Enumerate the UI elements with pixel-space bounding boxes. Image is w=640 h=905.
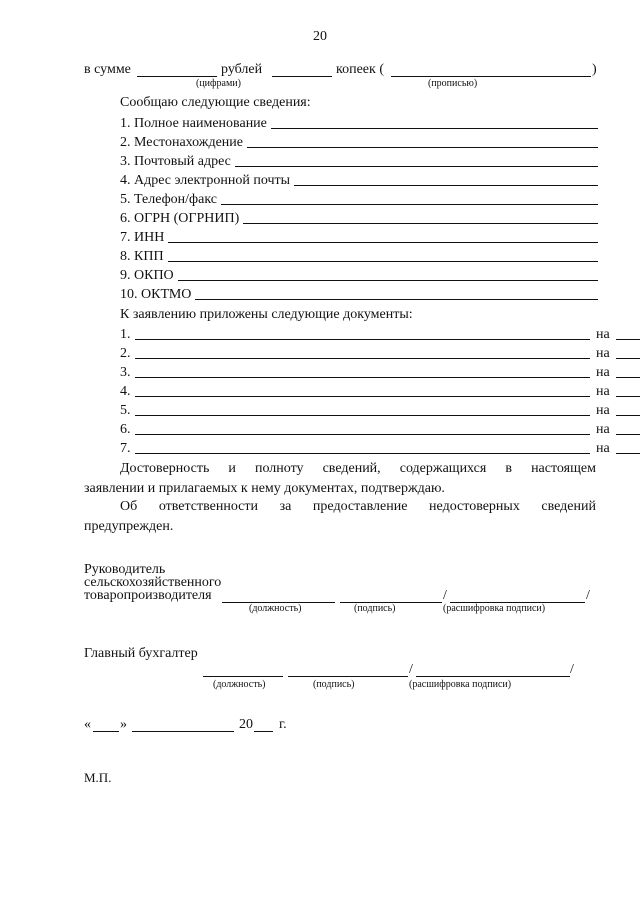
doc-title-field[interactable] bbox=[135, 377, 590, 378]
doc-title-field[interactable] bbox=[135, 415, 590, 416]
doc-number: 4. bbox=[120, 384, 131, 399]
info-field-line[interactable] bbox=[221, 204, 598, 205]
doc-title-field[interactable] bbox=[135, 396, 590, 397]
confirmation-line-1 bbox=[84, 459, 596, 479]
accountant-slash-right: / bbox=[570, 662, 574, 677]
responsibility-word: за bbox=[279, 499, 292, 514]
manager-position-hint: (должность) bbox=[249, 603, 302, 614]
doc-na-label: на bbox=[596, 346, 610, 361]
accountant-position-hint: (должность) bbox=[213, 679, 266, 690]
responsibility-word: недостоверных bbox=[429, 499, 520, 514]
info-field-label: 10. ОКТМО bbox=[120, 287, 192, 302]
doc-row bbox=[120, 402, 610, 418]
confirmation-word: сведений, bbox=[322, 461, 381, 476]
confirmation-line-2: заявлении и прилагаемых к нему документах, подтверждаю. bbox=[84, 481, 445, 496]
confirmation-word: полноту bbox=[254, 461, 304, 476]
info-field-label: 2. Местонахождение bbox=[120, 135, 244, 150]
sum-digits-field[interactable] bbox=[137, 76, 217, 77]
info-field-label: 4. Адрес электронной почты bbox=[120, 173, 291, 188]
accountant-title: Главный бухгалтер bbox=[84, 646, 198, 661]
info-field-full-name[interactable] bbox=[120, 115, 598, 131]
manager-title-line-1: Руководитель bbox=[84, 562, 166, 577]
manager-slash-right: / bbox=[586, 588, 590, 603]
doc-number: 1. bbox=[120, 327, 131, 342]
sum-words-hint: (прописью) bbox=[428, 78, 478, 89]
info-field-okpo[interactable] bbox=[120, 267, 598, 283]
date-open-quote: « bbox=[84, 717, 91, 732]
doc-pages-field[interactable] bbox=[616, 339, 640, 340]
info-field-label: 8. КПП bbox=[120, 249, 164, 264]
page-number: 20 bbox=[313, 29, 327, 44]
sum-digits-hint: (цифрами) bbox=[196, 78, 241, 89]
date-month-field[interactable] bbox=[132, 731, 234, 732]
accountant-decoding-field[interactable] bbox=[416, 676, 570, 677]
responsibility-word: предоставление bbox=[312, 499, 408, 514]
doc-na-label: на bbox=[596, 327, 610, 342]
doc-number: 5. bbox=[120, 403, 131, 418]
doc-na-label: на bbox=[596, 403, 610, 418]
info-field-postal-address[interactable] bbox=[120, 153, 598, 169]
doc-na-label: на bbox=[596, 422, 610, 437]
info-field-phone-fax[interactable] bbox=[120, 191, 598, 207]
date-day-field[interactable] bbox=[93, 731, 119, 732]
date-close-quote: » bbox=[120, 717, 127, 732]
confirmation-paragraph bbox=[84, 459, 596, 499]
doc-number: 7. bbox=[120, 441, 131, 456]
doc-number: 3. bbox=[120, 365, 131, 380]
accountant-slash-left: / bbox=[409, 662, 413, 677]
sum-prefix: в сумме bbox=[84, 62, 131, 77]
info-field-label: 5. Телефон/факс bbox=[120, 192, 218, 207]
info-field-line[interactable] bbox=[247, 147, 598, 148]
manager-decoding-hint: (расшифровка подписи) bbox=[443, 603, 546, 614]
doc-pages-field[interactable] bbox=[616, 415, 640, 416]
info-field-line[interactable] bbox=[195, 299, 598, 300]
doc-title-field[interactable] bbox=[135, 453, 590, 454]
doc-row bbox=[120, 326, 610, 342]
accountant-signature-hint: (подпись) bbox=[313, 679, 355, 690]
sum-close-paren: ) bbox=[592, 62, 597, 77]
doc-row bbox=[120, 421, 610, 437]
sum-words-field[interactable] bbox=[391, 76, 591, 77]
sum-kopeks-field[interactable] bbox=[272, 76, 332, 77]
stamp-place-label: М.П. bbox=[84, 770, 112, 785]
doc-row bbox=[120, 364, 610, 380]
sum-kopeks-label: копеек ( bbox=[336, 62, 384, 77]
info-field-label: 1. Полное наименование bbox=[120, 116, 267, 131]
doc-pages-field[interactable] bbox=[616, 358, 640, 359]
doc-row bbox=[120, 383, 610, 399]
responsibility-word: сведений bbox=[541, 499, 596, 514]
doc-na-label: на bbox=[596, 365, 610, 380]
doc-number: 6. bbox=[120, 422, 131, 437]
responsibility-line-2: предупрежден. bbox=[84, 519, 174, 534]
doc-row bbox=[120, 440, 610, 456]
info-field-kpp[interactable] bbox=[120, 248, 598, 264]
doc-title-field[interactable] bbox=[135, 434, 590, 435]
doc-title-field[interactable] bbox=[135, 339, 590, 340]
accountant-decoding-hint: (расшифровка подписи) bbox=[409, 679, 512, 690]
responsibility-word: ответственности bbox=[158, 499, 259, 514]
date-year-field[interactable] bbox=[254, 731, 273, 732]
info-field-label: 3. Почтовый адрес bbox=[120, 154, 231, 169]
responsibility-paragraph bbox=[84, 497, 596, 537]
confirmation-word: и bbox=[228, 461, 236, 476]
docs-heading: К заявлению приложены следующие документы: bbox=[120, 307, 413, 322]
info-field-line[interactable] bbox=[294, 185, 598, 186]
manager-slash-left: / bbox=[443, 588, 447, 603]
info-field-label: 6. ОГРН (ОГРНИП) bbox=[120, 211, 240, 226]
date-year-suffix: г. bbox=[279, 717, 287, 732]
info-field-line[interactable] bbox=[168, 242, 598, 243]
doc-title-field[interactable] bbox=[135, 358, 590, 359]
responsibility-word: Об bbox=[120, 499, 138, 514]
confirmation-word: в bbox=[505, 461, 512, 476]
confirmation-word: содержащихся bbox=[399, 461, 487, 476]
info-field-location[interactable] bbox=[120, 134, 598, 150]
info-field-email[interactable] bbox=[120, 172, 598, 188]
doc-na-label: на bbox=[596, 441, 610, 456]
info-field-line[interactable] bbox=[168, 261, 598, 262]
info-field-ogrn[interactable] bbox=[120, 210, 598, 226]
doc-pages-field[interactable] bbox=[616, 453, 640, 454]
doc-na-label: на bbox=[596, 384, 610, 399]
manager-title-line-2: сельскохозяйственного bbox=[84, 575, 222, 590]
accountant-position-field[interactable] bbox=[203, 676, 283, 677]
responsibility-line-1 bbox=[84, 497, 596, 517]
info-field-line[interactable] bbox=[235, 166, 598, 167]
manager-title-line-3: товаропроизводителя bbox=[84, 588, 212, 603]
doc-pages-field[interactable] bbox=[616, 377, 640, 378]
info-field-line[interactable] bbox=[178, 280, 598, 281]
accountant-signature-field[interactable] bbox=[288, 676, 408, 677]
info-field-label: 7. ИНН bbox=[120, 230, 165, 245]
doc-pages-field[interactable] bbox=[616, 396, 640, 397]
doc-pages-field[interactable] bbox=[616, 434, 640, 435]
info-field-line[interactable] bbox=[243, 223, 598, 224]
doc-row bbox=[120, 345, 610, 361]
manager-signature-hint: (подпись) bbox=[354, 603, 396, 614]
info-field-label: 9. ОКПО bbox=[120, 268, 174, 283]
info-field-line[interactable] bbox=[271, 128, 598, 129]
doc-number: 2. bbox=[120, 346, 131, 361]
info-field-oktmo[interactable] bbox=[120, 286, 598, 302]
confirmation-word: настоящем bbox=[531, 461, 596, 476]
info-heading: Сообщаю следующие сведения: bbox=[120, 95, 311, 110]
sum-rubles-label: рублей bbox=[221, 62, 263, 77]
info-field-inn[interactable] bbox=[120, 229, 598, 245]
confirmation-word: Достоверность bbox=[120, 461, 210, 476]
date-year-prefix: 20 bbox=[239, 717, 253, 732]
